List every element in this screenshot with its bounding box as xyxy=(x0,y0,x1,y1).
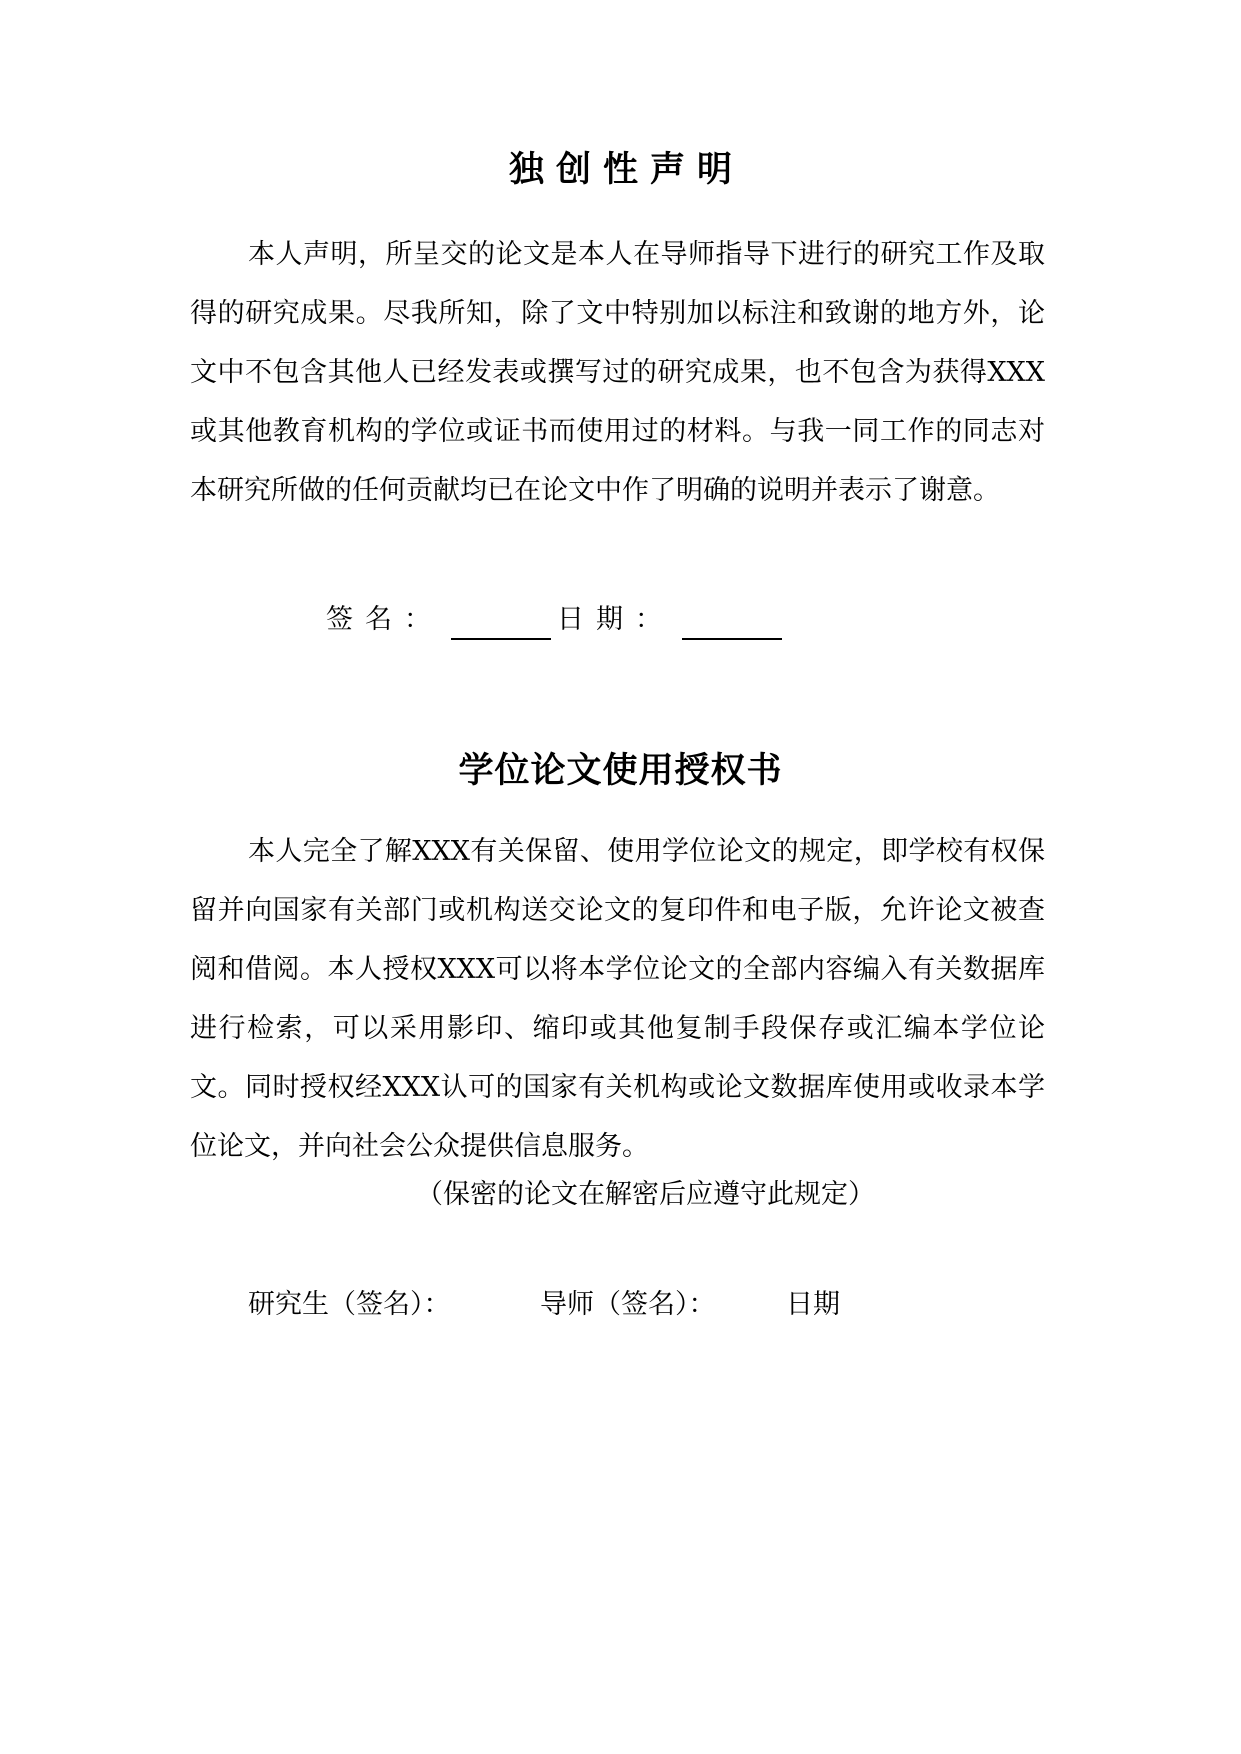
date-label: 日期： xyxy=(557,604,674,635)
signature-label: 签名： xyxy=(326,604,443,635)
date-blank xyxy=(682,612,782,640)
authorization-date-label: 日期 xyxy=(786,1289,840,1320)
signature-blank xyxy=(451,612,551,640)
student-signature-label: 研究生（签名）： xyxy=(248,1289,451,1320)
declaration-title: 独创性声明 xyxy=(508,150,744,190)
declaration-body: 本人声明，所呈交的论文是本人在导师指导下进行的研究工作及取得的研究成果。尽我所知，除了文中特别加以标注和致谢的地方外，论文中不包含其他人已经发表或撰写过的研究成果，也不包含为获得XXX或其他教育机构的学位或证书而使用过的材料。与我一同工作的同志对本研究所做的任何贡献均已在论文中作了明确的说明并表示了谢意。 xyxy=(190,239,1045,506)
confidential-note: （保密的论文在解密后应遵守此规定） xyxy=(416,1179,875,1210)
advisor-signature-label: 导师（签名）： xyxy=(540,1289,716,1320)
declaration-signature-row xyxy=(326,600,788,640)
authorization-body: 本人完全了解XXX有关保留、使用学位论文的规定，即学校有权保留并向国家有关部门或机构送交论文的复印件和电子版，允许论文被查阅和借阅。本人授权XXX可以将本学位论文的全部内容编入有关数据库进行检索，可以采用影印、缩印或其他复制手段保存或汇编本学位论文。同时授权经XXX认可的国家有关机构或论文数据库使用或收录本学位论文，并向社会公众提供信息服务。 xyxy=(190,836,1045,1162)
authorization-title: 学位论文使用授权书 xyxy=(458,751,783,791)
